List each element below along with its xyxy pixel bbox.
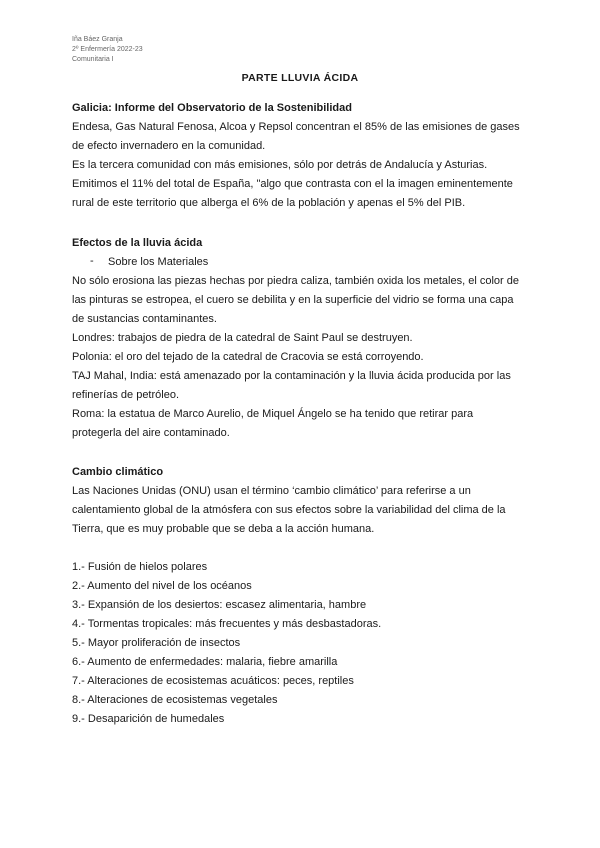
list-item: 3.- Expansión de los desiertos: escasez alimentaria, hambre: [72, 599, 367, 611]
paragraph-line: refinerías de petróleo.: [72, 389, 180, 401]
list-item: 5.- Mayor proliferación de insectos: [72, 637, 241, 649]
page-title: PARTE LLUVIA ÁCIDA: [241, 72, 359, 84]
list-item: 7.- Alteraciones de ecosistemas acuáticos: peces, reptiles: [72, 675, 354, 687]
paragraph-line: Roma: la estatua de Marco Aurelio, de Miquel Ángelo se ha tenido que retirar para: [72, 408, 474, 420]
section-heading-galicia: Galicia: Informe del Observatorio de la Sostenibilidad: [72, 102, 352, 114]
paragraph-line: de efecto invernadero en la comunidad.: [72, 140, 266, 152]
bullet-item: Sobre los Materiales: [108, 256, 209, 268]
bullet-marker: -: [90, 255, 94, 267]
list-item: 2.- Aumento del nivel de los océanos: [72, 580, 252, 592]
paragraph-line: Es la tercera comunidad con más emisiones, sólo por detrás de Andalucía y Asturias.: [72, 159, 488, 171]
paragraph-line: las pinturas se estropea, el cuero se debilita y en la superficie del vidrio se forma una capa: [72, 294, 514, 306]
paragraph-line: calentamiento global de la atmósfera con sus efectos sobre la variabilidad del clima de la: [72, 504, 506, 516]
paragraph-line: protegerla del aire contaminado.: [72, 427, 230, 439]
section-heading-cambio: Cambio climático: [72, 466, 164, 478]
list-item: 4.- Tormentas tropicales: más frecuentes y más desbastadoras.: [72, 618, 382, 630]
list-item: 6.- Aumento de enfermedades: malaria, fiebre amarilla: [72, 656, 338, 668]
paragraph-line: Las Naciones Unidas (ONU) usan el término ‘cambio climático’ para referirse a un: [72, 485, 471, 497]
author-name: Iña Báez Granja: [72, 36, 123, 43]
section-heading-efectos: Efectos de la lluvia ácida: [72, 237, 203, 249]
paragraph-line: No sólo erosiona las piezas hechas por piedra caliza, también oxida los metales, el color de: [72, 275, 519, 287]
paragraph-line: Emitimos el 11% del total de España, "algo que contrasta con el la imagen eminentemente: [72, 178, 513, 190]
paragraph-line: rural de este territorio que alberga el 6% de la población y apenas el 5% del PIB.: [72, 197, 466, 209]
paragraph-line: Endesa, Gas Natural Fenosa, Alcoa y Repsol concentran el 85% de las emisiones de gases: [72, 121, 520, 133]
document-header: [72, 35, 143, 65]
paragraph-line: Polonia: el oro del tejado de la catedral de Cracovia se está corroyendo.: [72, 351, 424, 363]
list-item: 8.- Alteraciones de ecosistemas vegetales: [72, 694, 278, 706]
subject-label: Comunitaria I: [72, 56, 114, 63]
paragraph-line: TAJ Mahal, India: está amenazado por la contaminación y la lluvia ácida producida por las: [72, 370, 511, 382]
paragraph-line: Tierra, que es muy probable que se deba a la acción humana.: [72, 523, 375, 535]
list-item: 1.- Fusión de hielos polares: [72, 561, 208, 573]
paragraph-line: de sustancias contaminantes.: [72, 313, 217, 325]
list-item: 9.- Desaparición de humedales: [72, 713, 225, 725]
paragraph-line: Londres: trabajos de piedra de la catedral de Saint Paul se destruyen.: [72, 332, 413, 344]
course-label: 2º Enfermería 2022-23: [72, 46, 143, 53]
